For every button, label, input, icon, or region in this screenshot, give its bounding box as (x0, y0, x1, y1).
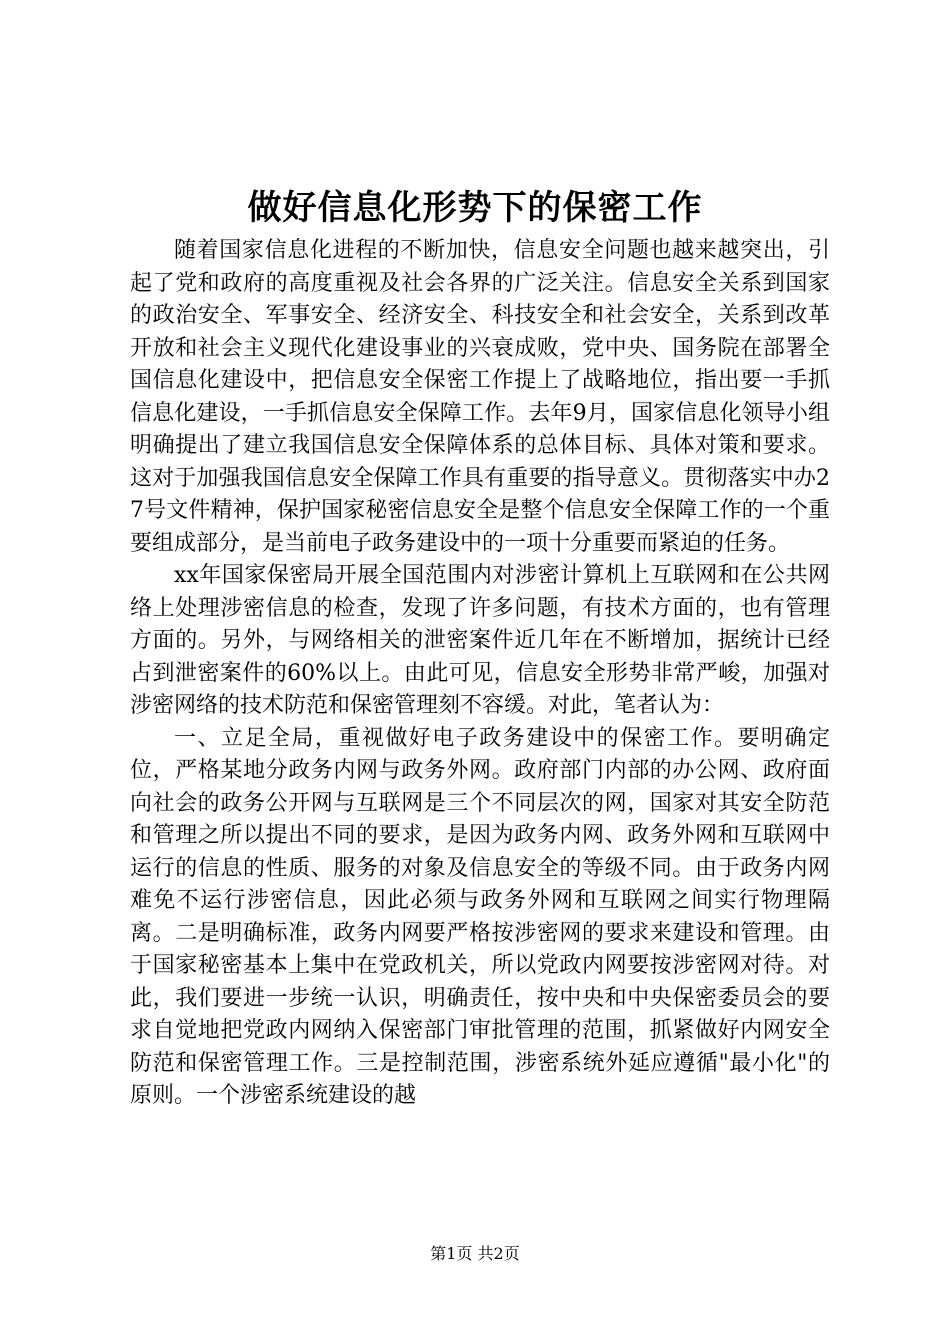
document-title: 做好信息化形势下的保密工作 (247, 188, 703, 228)
document-body (130, 235, 830, 1113)
paragraph-1: 随着国家信息化进程的不断加快，信息安全问题也越来越突出，引起了党和政府的高度重视及社会各界的广泛关注。信息安全关系到国家的政治安全、军事安全、经济安全、科技安全和社会安全，关系到改革开放和社会主义现代化建设事业的兴衰成败，党中央、国务院在部署全国信息化建设中，把信息安全保密工作提上了战略地位，指出要一手抓信息化建设，一手抓信息安全保障工作。去年9月，国家信息化领导小组明确提出了建立我国信息安全保障体系的总体目标、具体对策和要求。这对于加强我国信息安全保障工作具有重要的指导意义。贯彻落实中办27号文件精神，保护国家秘密信息安全是整个信息安全保障工作的一个重要组成部分，是当前电子政务建设中的一项十分重要而紧迫的任务。 (130, 238, 830, 556)
paragraph-3: 一、立足全局，重视做好电子政务建设中的保密工作。要明确定位，严格某地分政务内网与政务外网。政府部门内部的办公网、政府面向社会的政务公开网与互联网是三个不同层次的网，国家对其安全防范和管理之所以提出不同的要求，是因为政务内网、政务外网和互联网中运行的信息的性质、服务的对象及信息安全的等级不同。由于政务内网难免不运行涉密信息，因此必须与政务外网和互联网之间实行物理隔离。二是明确标准，政务内网要严格按涉密网的要求来建设和管理。由于国家秘密基本上集中在党政机关，所以党政内网要按涉密网对待。对此，我们要进一步统一认识，明确责任，按中央和中央保密委员会的要求自觉地把党政内网纳入保密部门审批管理的范围，抓紧做好内网安全防范和保密管理工作。三是控制范围，涉密系统外延应遵循"最小化"的原则。一个涉密系统建设的越 (130, 725, 830, 1108)
paragraph-2: xx年国家保密局开展全国范围内对涉密计算机上互联网和在公共网络上处理涉密信息的检查，发现了许多问题，有技术方面的，也有管理方面的。另外，与网络相关的泄密案件近几年在不断增加，据统计已经占到泄密案件的60%以上。由此可见，信息安全形势非常严峻，加强对涉密网络的技术防范和保密管理刻不容缓。对此，笔者认为： (130, 563, 830, 718)
page-footer: 第1页 共2页 (430, 1244, 520, 1263)
